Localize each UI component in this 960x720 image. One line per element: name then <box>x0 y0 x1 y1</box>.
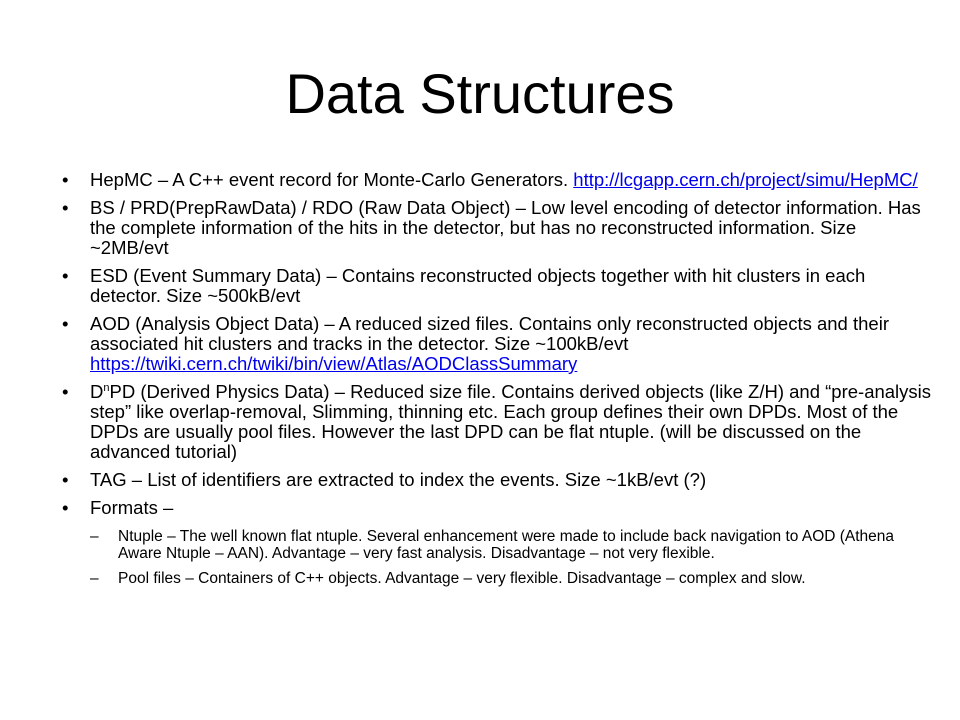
bullet-dot: • <box>62 497 69 518</box>
bullet-text: Formats – <box>90 497 174 518</box>
sub-text: Ntuple – The well known flat ntuple. Several enhancement were made to include back navigation to AOD (Athena Aware Ntuple – AAN). Advantage – very fast analysis. Disadvantage – not very flexible. <box>118 528 895 562</box>
bullet-text: HepMC – A C++ event record for Monte-Carlo Generators. <box>90 169 569 190</box>
hepmc-link[interactable]: http://lcgapp.cern.ch/project/simu/HepMC/ <box>573 169 918 190</box>
bullet-dot: • <box>62 313 69 334</box>
bullet-aod <box>62 314 934 374</box>
bullet-formats <box>62 498 934 587</box>
bullet-text: ESD (Event Summary Data) – Contains reconstructed objects together with hit clusters in each detector. Size ~500kB/evt <box>90 265 866 306</box>
sub-item-ntuple <box>90 528 934 562</box>
sub-text: Pool files – Containers of C++ objects. Advantage – very flexible. Disadvantage – complex and slow. <box>118 570 806 587</box>
bullet-text: AOD (Analysis Object Data) – A reduced sized files. Contains only reconstructed objects and their associated hit clusters and tracks in the detector. Size ~100kB/evt <box>90 313 889 354</box>
bullet-text: TAG – List of identifiers are extracted to index the events. Size ~1kB/evt (?) <box>90 469 707 490</box>
formats-sublist <box>90 528 934 587</box>
sub-item-pool-files <box>90 570 934 587</box>
bullet-text: PD (Derived Physics Data) – Reduced size file. Contains derived objects (like Z/H) and “pre-analysis step” like overlap-removal, Slimming, thinning etc. Each group defines their own DPDs. Most of the DPDs are usually pool files. However the last DPD can be flat ntuple. (will be discussed on the advanced tutorial) <box>90 381 932 462</box>
slide-title: Data Structures <box>285 62 675 125</box>
sub-dash: – <box>90 570 99 587</box>
bullet-dot: • <box>62 169 69 190</box>
bullet-dot: • <box>62 381 69 402</box>
bullet-dot: • <box>62 469 69 490</box>
bullet-bs-prd-rdo <box>62 198 934 258</box>
bullet-prefix: D <box>90 381 104 402</box>
bullet-esd <box>62 266 934 306</box>
bullet-dot: • <box>62 197 69 218</box>
bullet-text: BS / PRD(PrepRawData) / RDO (Raw Data Object) – Low level encoding of detector information. Has the complete information of the hits in the detector, but has no reconstructed information. Size ~2MB/evt <box>90 197 921 258</box>
sub-dash: – <box>90 528 99 545</box>
bullet-dnpd <box>62 382 934 462</box>
bullet-dot: • <box>62 265 69 286</box>
bullet-hepmc <box>62 170 934 190</box>
bullet-tag <box>62 470 934 490</box>
bullet-superscript: n <box>103 381 110 394</box>
aod-link[interactable]: https://twiki.cern.ch/twiki/bin/view/Atlas/AODClassSummary <box>90 353 578 374</box>
bullet-list <box>62 170 934 595</box>
